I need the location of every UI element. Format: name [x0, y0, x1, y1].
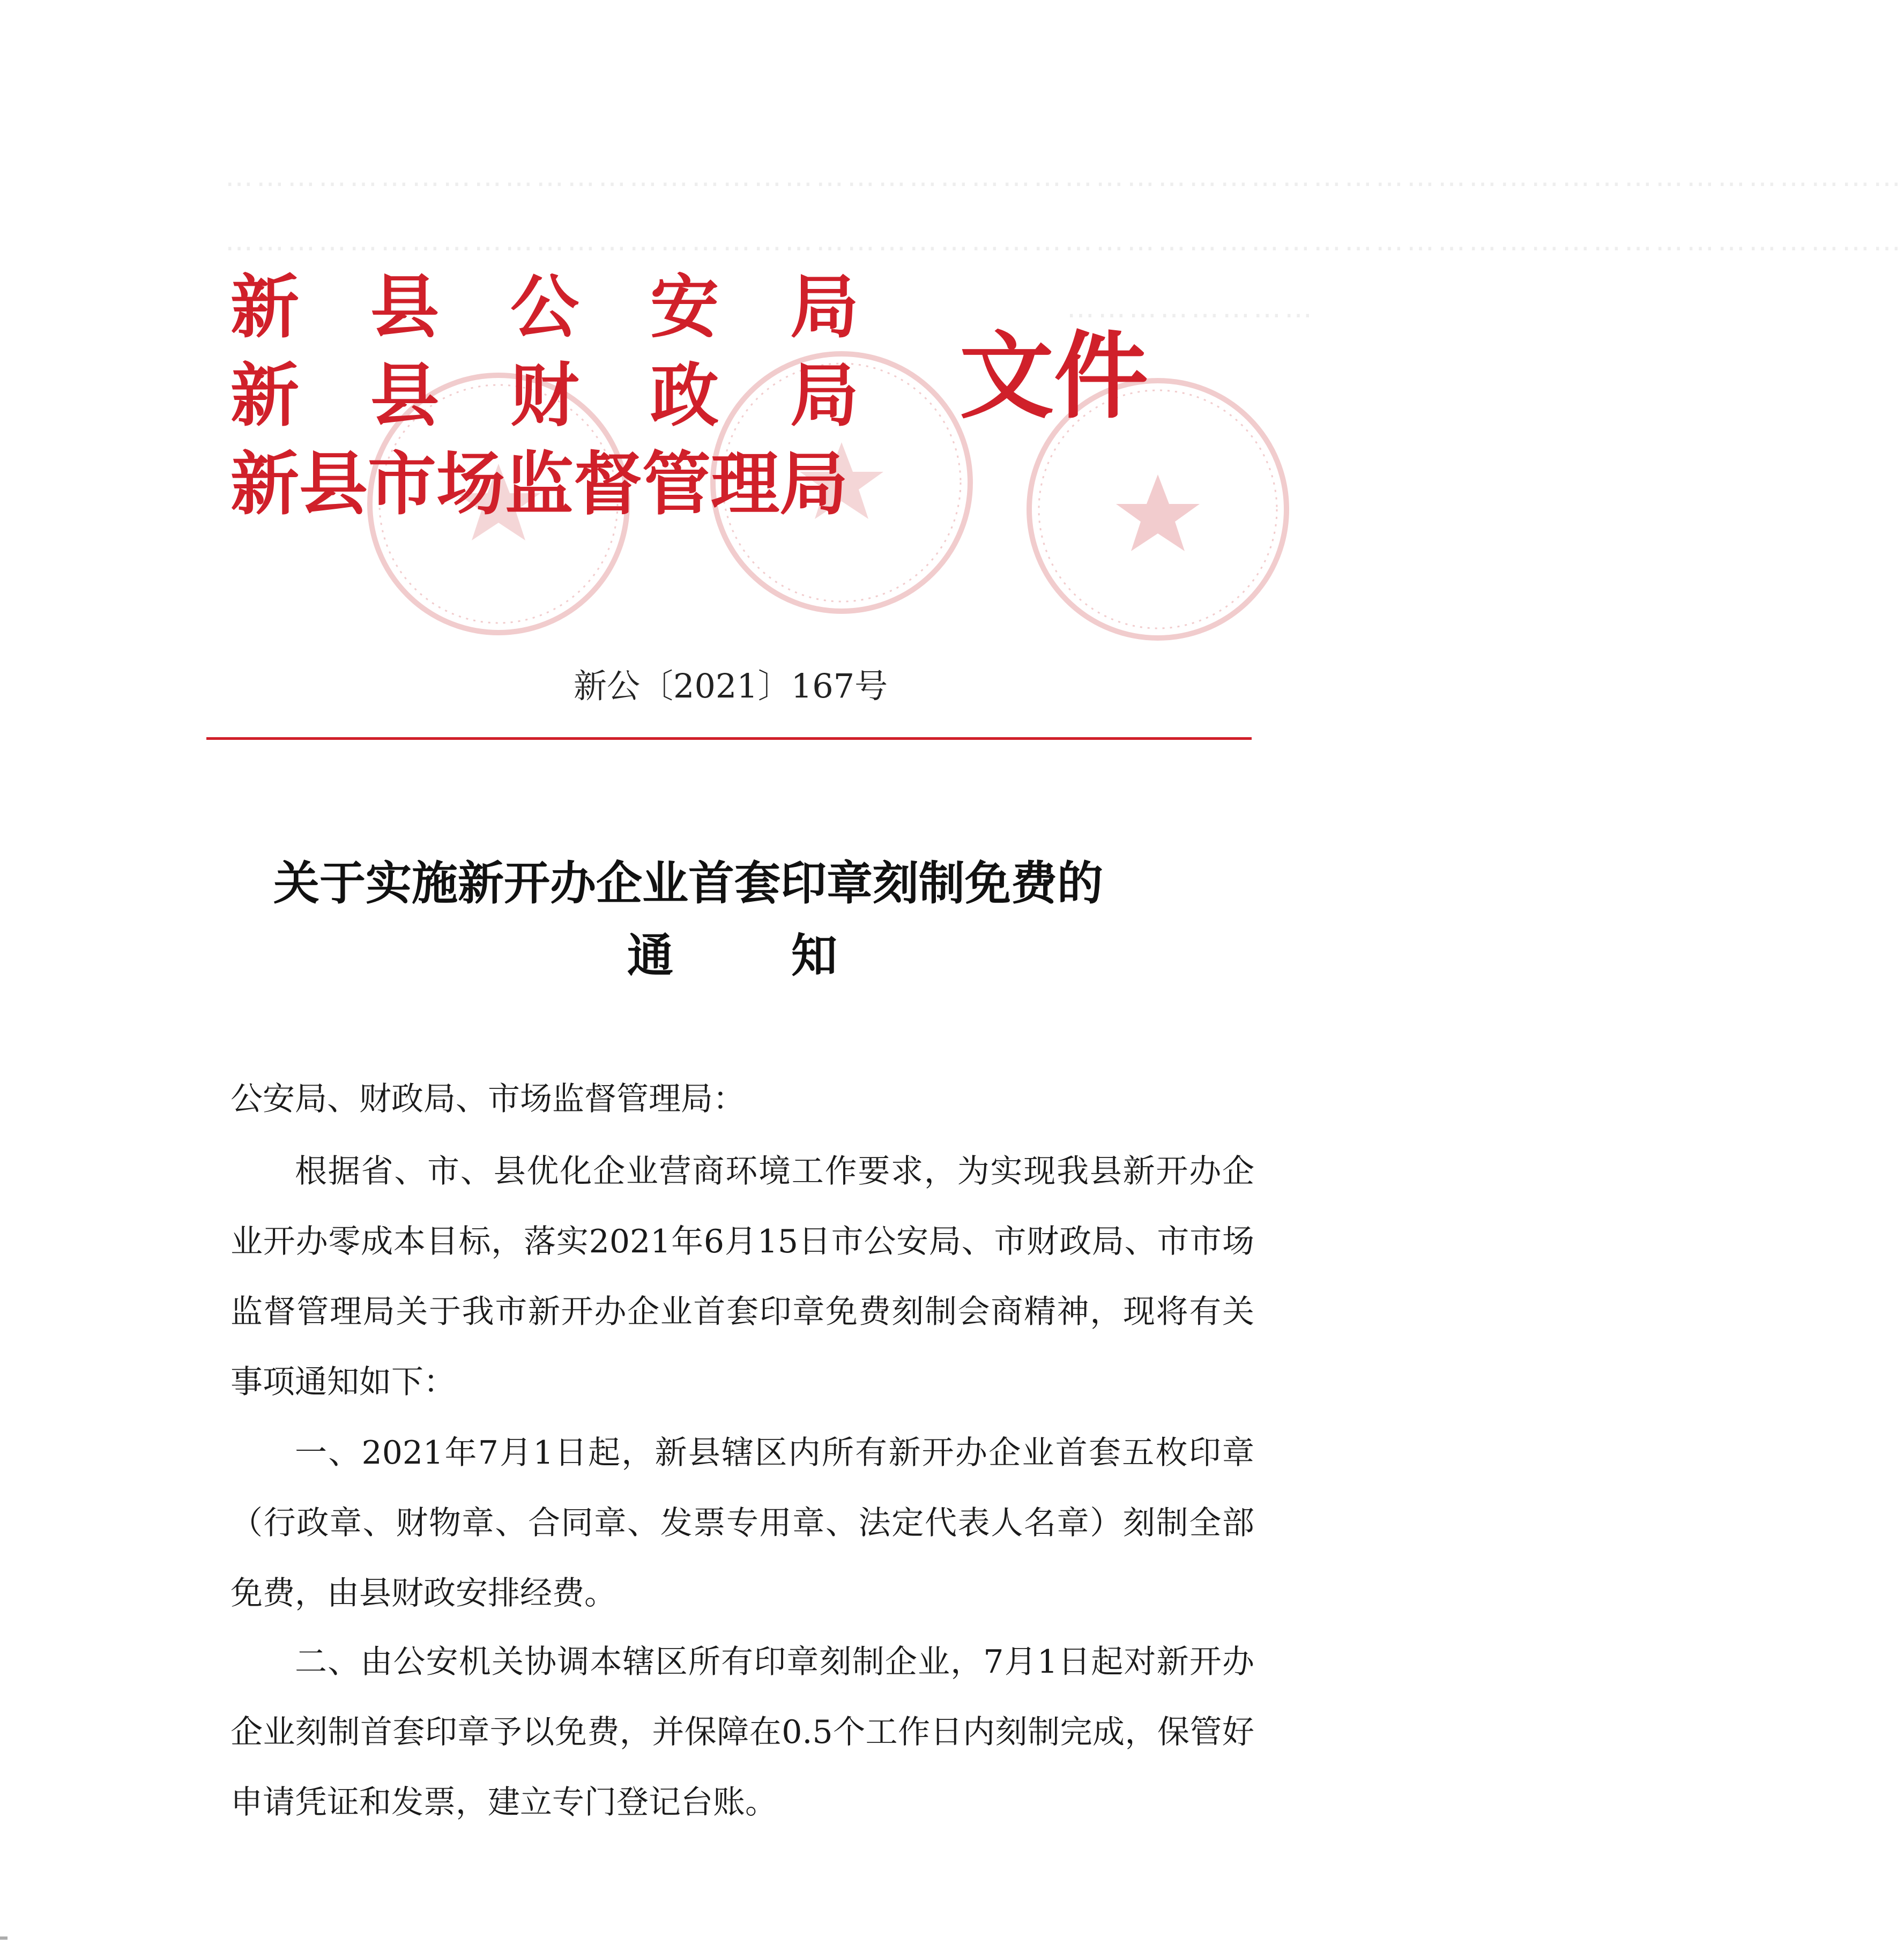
body-paragraph: 一、2021年7月1日起，新县辖区内所有新开办企业首套五枚印章（行政章、财物章、合同章、发票专用章、法定代表人名章）刻制全部免费，由县财政安排经费。	[230, 1434, 1254, 1612]
salutation: 公安局、财政局、市场监督管理局：	[230, 1080, 745, 1118]
red-separator-line	[206, 737, 1252, 740]
bleed-through-line: ………………………………………………………………………………………………………………………………………………	[225, 225, 1904, 257]
body-paragraph: 根据省、市、县优化企业营商环境工作要求，为实现我县新开办企业开办零成本目标，落实2021年6月15日市公安局、市财政局、市市场监督管理局关于我市新开办企业首套印章免费刻制会商精神，现将有关事项通知如下：	[230, 1153, 1254, 1401]
body-paragraph: 二、由公安机关协调本辖区所有印章刻制企业，7月1日起对新开办企业刻制首套印章予以免费，并保障在0.5个工作日内刻制完成，保管好申请凭证和发票，建立专门登记台账。	[230, 1643, 1254, 1821]
issuer-public-security: 新县公安局	[230, 268, 931, 347]
scan-artifact	[0, 1936, 8, 1940]
issuer-market-supervision: 新县市场监督管理局	[230, 444, 849, 524]
issuer-finance: 新县财政局	[230, 356, 931, 436]
document-title-line-1: 关于实施新开办企业首套印章刻制免费的	[273, 856, 1103, 910]
bleed-through-line: ……………………	[1067, 292, 1315, 324]
document-number: 新公〔2021〕167号	[574, 666, 888, 706]
document-suffix: 文件	[960, 322, 1149, 432]
bleed-through-line: ………………………………………………………………………………………………………………………………………………	[225, 161, 1904, 193]
document-title-line-2: 通知	[627, 929, 955, 983]
